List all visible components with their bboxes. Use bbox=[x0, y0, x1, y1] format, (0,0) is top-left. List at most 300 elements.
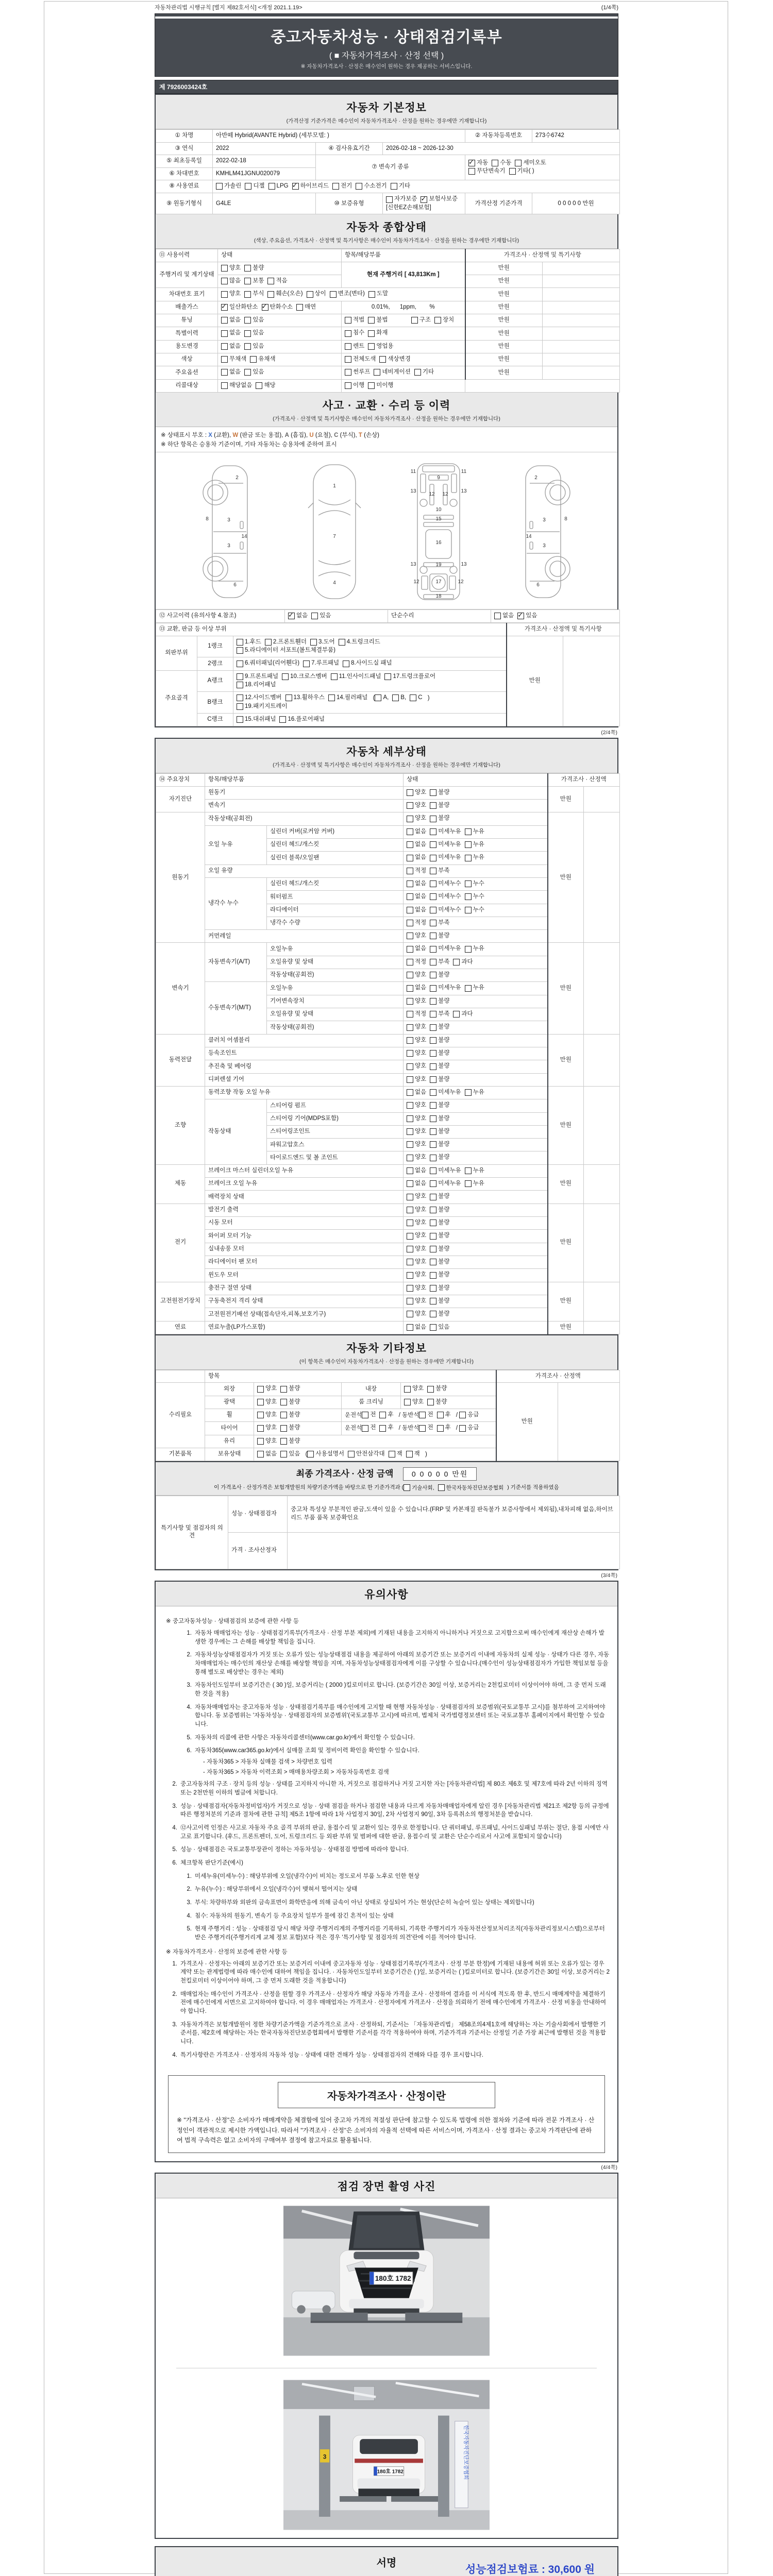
table-cell: A랭크 bbox=[197, 670, 233, 692]
table-cell bbox=[584, 786, 620, 812]
table-cell: 변속기 bbox=[205, 800, 404, 812]
checkbox-icon bbox=[430, 1102, 436, 1109]
checkbox-option: 미세누수 bbox=[430, 893, 461, 901]
table-cell: 중고차 특성상 부분적인 판금,도색이 있을 수 있습니다.(FRP 및 카본재질 판독불가 보증사항에서 제외됨),내차피해 없음,하이브리드 부품 품목 보증확인요 bbox=[288, 1496, 620, 1532]
checkbox-option: 한국자동차진단보증협회 bbox=[438, 1484, 504, 1492]
diagram-panel-number: 6 bbox=[536, 582, 540, 588]
table-cell: 가격조사 · 산정액 및 특기사항 bbox=[507, 623, 620, 636]
table-cell: 외장 bbox=[205, 1383, 254, 1396]
table-cell: ⑥ 차대번호 bbox=[156, 167, 213, 180]
checkbox-icon bbox=[407, 1233, 413, 1240]
checkbox-icon bbox=[407, 1207, 413, 1213]
table-cell: 2랭크 bbox=[197, 657, 233, 670]
table-cell bbox=[404, 1282, 548, 1295]
license-plate-rear: 180호 1782 bbox=[377, 2469, 404, 2475]
checkbox-icon bbox=[345, 356, 351, 363]
checkbox-icon bbox=[407, 789, 413, 796]
table-cell: ② 자동차등록번호 bbox=[465, 130, 532, 143]
table-cell bbox=[404, 1086, 548, 1099]
table-cell: 만원 bbox=[548, 1086, 584, 1164]
table-cell: 차대번호 표기 bbox=[156, 288, 218, 301]
diagram-panel-number: 11 bbox=[461, 468, 467, 474]
checkbox-icon bbox=[465, 907, 472, 913]
checkbox-icon bbox=[257, 1412, 264, 1418]
table-cell bbox=[342, 366, 465, 379]
table-cell: 실내송풍 모터 bbox=[205, 1243, 404, 1256]
diagram-panel-number: 4 bbox=[333, 580, 336, 586]
table-cell: 2022-02-18 bbox=[213, 155, 316, 168]
checkbox-option: 없음 bbox=[407, 906, 426, 914]
table-cell: ⑤ 최초등록일 bbox=[156, 155, 213, 168]
checkbox-icon bbox=[407, 1011, 413, 1018]
table-cell bbox=[218, 379, 342, 392]
table-cell: 특기사항 및 점검자의 의견 bbox=[156, 1496, 228, 1569]
table-cell: 휠 bbox=[205, 1409, 254, 1421]
checkbox-icon bbox=[407, 880, 413, 887]
checkbox-icon bbox=[465, 893, 472, 900]
table-cell bbox=[543, 340, 620, 353]
checkbox-icon bbox=[407, 1246, 413, 1252]
table-cell bbox=[404, 1204, 548, 1216]
checkbox-icon bbox=[345, 369, 351, 376]
diagram-panel-number: 13 bbox=[461, 488, 467, 494]
checkbox-option: ✓ 하이브리드 bbox=[292, 182, 329, 191]
checkbox-option: 구조 bbox=[411, 316, 431, 325]
checkbox-icon bbox=[430, 1324, 436, 1331]
checkbox-option: 불량 bbox=[427, 1385, 447, 1393]
checkbox-icon bbox=[292, 183, 299, 190]
table-cell bbox=[404, 1321, 548, 1334]
checkbox-option: 이행 bbox=[345, 382, 364, 390]
diagram-panel-number: 12 bbox=[458, 579, 464, 585]
checkbox-icon bbox=[221, 304, 228, 311]
checkbox-icon bbox=[407, 1089, 413, 1096]
checkbox-icon bbox=[356, 183, 362, 190]
checkbox-option: 없음 bbox=[407, 1324, 426, 1332]
checkbox-option: 6.쿼터패널(리어휀다) bbox=[237, 659, 299, 668]
damage-symbol: C bbox=[334, 432, 339, 438]
checkbox-icon bbox=[244, 265, 251, 272]
diagram-panel-number: 18 bbox=[435, 593, 442, 599]
checkbox-option: 불량 bbox=[430, 1023, 449, 1031]
damage-symbol: X bbox=[208, 432, 212, 438]
table-cell bbox=[543, 314, 620, 327]
checkbox-option: 양호 bbox=[407, 1076, 426, 1084]
checkbox-option: 매연 bbox=[296, 303, 316, 312]
notice-item: 2. 중고자동차의 구조 · 장치 등의 성능 · 상태를 고지하지 아니한 자, 거짓으로 점검하거나 거짓 고지한 자는 [자동차관리법] 제 80조 제6호 및 제7호에 따라 2년 이하의 징역 또는 2천만원 이하의 벌금에 처합니다. bbox=[172, 1781, 608, 1796]
table-cell: 오일누유 bbox=[267, 982, 404, 995]
damage-symbol: U bbox=[309, 432, 314, 438]
checkbox-option: 15.대쉬패널 bbox=[237, 716, 276, 724]
diagram-panel-number: 8 bbox=[564, 516, 567, 522]
checkbox-option: 없음 bbox=[407, 1089, 426, 1097]
checkbox-option: 해당 bbox=[256, 382, 275, 390]
notice-item: 2. 누유(누수) : 해당부위에서 오일(냉각수)이 맺혀서 떨어지는 상태 bbox=[187, 1886, 358, 1893]
checkbox-icon bbox=[407, 1037, 413, 1044]
diagram-panel-number: 12 bbox=[413, 579, 419, 585]
checkbox-icon bbox=[379, 1425, 386, 1432]
table-cell: 발전기 출력 bbox=[205, 1204, 404, 1216]
checkbox-option: 불량 bbox=[280, 1424, 300, 1432]
table-cell bbox=[404, 1164, 548, 1177]
checkbox-icon bbox=[407, 933, 413, 939]
notice-item: 4. 침수: 자동차의 원동기, 변속기 등 주요장치 일부가 물에 잠긴 흔적이 있는 상태 bbox=[187, 1912, 394, 1919]
table-cell: 광택 bbox=[205, 1396, 254, 1409]
checkbox-icon bbox=[407, 1259, 413, 1265]
price-service-note: ※ 자동차가격조사 · 산정은 매수인이 원하는 경우 제공하는 서비스입니다. bbox=[300, 63, 473, 70]
notices-header bbox=[156, 1582, 617, 1606]
table-cell bbox=[218, 275, 342, 288]
checkbox-option: ✓ 자동 bbox=[468, 159, 488, 167]
notice-item: 4. ⑫사고이력 인정은 사고로 자동차 주요 골격 부위의 판금, 용접수리 및 교환이 있는 경우로 한정합니다. 단 쿼터패널, 루프패널, 사이드실패널 부위는 절단, 용접 시에만 사고로 표기합니다. (후드, 프론트펜더, 도어, 트렁크리드 등 외판 부위 및 범퍼에 대한 판금, 용접수리 및 교환은 단순수리로서 사고에 포함되지 않습니다) bbox=[172, 1825, 609, 1840]
table-cell bbox=[288, 1532, 620, 1569]
checkbox-icon bbox=[404, 1386, 411, 1393]
license-plate-front: 180호 1782 bbox=[375, 2275, 411, 2283]
checkbox-icon bbox=[407, 1115, 413, 1122]
damage-symbol: A bbox=[284, 432, 289, 438]
diagram-panel-number: 10 bbox=[435, 506, 442, 513]
checkbox-icon bbox=[221, 369, 228, 376]
checkbox-icon bbox=[410, 694, 416, 701]
checkbox-icon bbox=[368, 343, 375, 350]
inspection-photo-rear bbox=[156, 2372, 617, 2538]
table-cell: 주요옵션 bbox=[156, 366, 218, 379]
checkbox-option: 응급 bbox=[459, 1411, 479, 1419]
table-cell: 가격조사 · 산정액 bbox=[496, 1370, 620, 1383]
checkbox-option: 잭 bbox=[406, 1450, 420, 1459]
checkbox-option: 미세누유 bbox=[430, 984, 461, 992]
checkbox-option: 누유 bbox=[465, 945, 484, 953]
table-cell: 작동상태 bbox=[205, 1099, 267, 1165]
table-cell bbox=[404, 786, 548, 799]
table-cell: 냉각수 누수 bbox=[205, 877, 267, 929]
checkbox-option: 부족 bbox=[430, 867, 449, 875]
checkbox-option: 19.패키지트레이 bbox=[237, 703, 288, 711]
table-cell bbox=[404, 930, 548, 943]
checkbox-icon bbox=[407, 1219, 413, 1226]
checkbox-option: 없음 bbox=[407, 854, 426, 862]
checkbox-icon bbox=[419, 1425, 426, 1432]
table-cell: 만원 bbox=[465, 340, 543, 353]
checkbox-icon bbox=[430, 1037, 436, 1044]
table-cell: 2022 bbox=[213, 142, 316, 155]
checkbox-option: 11.인사이드패널 bbox=[331, 673, 381, 681]
table-cell: 유리 bbox=[205, 1435, 254, 1448]
checkbox-icon bbox=[244, 278, 251, 284]
diagram-panel-number: 3 bbox=[227, 543, 230, 549]
table-cell bbox=[584, 1282, 620, 1321]
checkbox-icon bbox=[268, 183, 275, 190]
checkbox-option: 양호 bbox=[407, 1023, 426, 1031]
checkbox-option: 부족 bbox=[430, 958, 449, 967]
table-cell: 주행거리 및 계기상태 bbox=[156, 262, 218, 288]
checkbox-icon bbox=[345, 343, 351, 350]
checkbox-icon bbox=[221, 330, 228, 337]
checkbox-option: 후 bbox=[437, 1424, 451, 1432]
table-cell: 만원 bbox=[465, 327, 543, 340]
other-info-table bbox=[156, 1370, 617, 1461]
table-cell: 원동기 bbox=[156, 812, 205, 943]
checkbox-icon bbox=[267, 291, 274, 298]
checkbox-option: 불량 bbox=[430, 1154, 449, 1162]
table-cell: 스티어링 펌프 bbox=[267, 1099, 404, 1112]
checkbox-option: 적음 bbox=[267, 277, 287, 285]
checkbox-option: 양호 bbox=[407, 1101, 426, 1110]
checkbox-icon bbox=[407, 816, 413, 822]
checkbox-icon bbox=[430, 1207, 436, 1213]
checkbox-option: 양호 bbox=[407, 1297, 426, 1306]
section-photos bbox=[155, 2173, 618, 2539]
checkbox-icon bbox=[379, 1412, 386, 1418]
photos-header bbox=[156, 2174, 617, 2198]
table-cell: 디퍼렌셜 기어 bbox=[205, 1073, 404, 1086]
table-cell: 1랭크 bbox=[197, 636, 233, 657]
checkbox-option: 렌트 bbox=[345, 343, 364, 351]
checkbox-option: 양호 bbox=[407, 1037, 426, 1045]
table-cell: 현재 주행거리 [ 43,813Km ] bbox=[342, 262, 465, 288]
checkbox-option: 전 bbox=[419, 1411, 433, 1419]
checkbox-option: 불량 bbox=[430, 1076, 449, 1084]
table-cell bbox=[543, 262, 620, 275]
price-survey-info-box bbox=[168, 2075, 605, 2153]
checkbox-icon bbox=[465, 828, 472, 835]
checkbox-option: 양호 bbox=[407, 1141, 426, 1149]
table-cell bbox=[404, 982, 548, 995]
checkbox-option: 1.후드 bbox=[237, 638, 261, 647]
checkbox-icon bbox=[438, 1484, 445, 1491]
notice-item: 6. 체크항목 판단기준(예시) bbox=[172, 1860, 243, 1867]
association-banner: 한국자동차진단보증협회 bbox=[462, 2425, 468, 2480]
table-cell bbox=[584, 812, 620, 943]
checkbox-icon bbox=[407, 1050, 413, 1057]
table-cell bbox=[233, 713, 507, 726]
detail-title: 자동차 세부상태 bbox=[346, 746, 427, 758]
diagram-panel-number: 2 bbox=[236, 474, 239, 481]
checkbox-option: 없음 bbox=[407, 1180, 426, 1188]
table-cell: 가격 · 조사산정자 bbox=[228, 1532, 288, 1569]
checkbox-icon bbox=[430, 868, 436, 874]
checkbox-icon bbox=[237, 694, 243, 701]
table-cell: 배력장치 상태 bbox=[205, 1191, 404, 1204]
checkbox-icon bbox=[430, 855, 436, 861]
table-cell: 브레이크 마스터 실린더오일 누유 bbox=[205, 1164, 404, 1177]
info-box-text: ※ "가격조사 · 산정"은 소비자가 매매계약을 체결함에 있어 중고차 가격의 적절성 판단에 참고할 수 있도록 법령에 의한 절차와 기준에 따라 전문 가격조사 · 산정인이 객관적으로 제시한 가액입니다. 따라서 "가격조사 · 산정"은 소비자의 자율적 선택에 따른 서비스이며, 가격조사 · 산정 결과는 중고차 가격판단에 관하여 법적 구속력은 없고 소비자의 구매여부 결정에 참고자료로 활용됩니다. bbox=[177, 2116, 595, 2144]
checkbox-icon bbox=[468, 168, 475, 175]
checkbox-icon bbox=[430, 1219, 436, 1226]
checkbox-option: 부족 bbox=[430, 919, 449, 927]
checkbox-option: 누유 bbox=[465, 1089, 484, 1097]
checkbox-option: 없음 bbox=[221, 316, 241, 325]
form-reference: 자동차관리법 시행규칙 [별지 제82호서식] <개정 2021.1.19> bbox=[155, 5, 303, 11]
checkbox-option: 미세누유 bbox=[430, 854, 461, 862]
table-cell: 만원 bbox=[548, 1034, 584, 1086]
accident-history-grid bbox=[156, 609, 620, 623]
checkbox-icon bbox=[430, 1063, 436, 1070]
checkbox-option: 미이행 bbox=[368, 382, 393, 390]
table-cell: 조향 bbox=[156, 1086, 205, 1164]
checkbox-option: 부족 bbox=[430, 1010, 449, 1019]
final-price-label: 최종 가격조사 · 산정 금액 bbox=[296, 1469, 394, 1479]
basic-info-grid bbox=[156, 129, 620, 214]
section-page2 bbox=[155, 738, 618, 1570]
table-cell: 작동상태(공회전) bbox=[205, 812, 404, 825]
checkbox-icon bbox=[237, 639, 243, 646]
checkbox-icon bbox=[244, 343, 251, 350]
checkbox-option: 불량 bbox=[430, 1062, 449, 1071]
checkbox-icon bbox=[280, 1412, 287, 1418]
table-cell bbox=[404, 917, 548, 929]
table-cell: 윈도우 모터 bbox=[205, 1269, 404, 1282]
detail-header bbox=[156, 739, 617, 773]
diagram-panel-number: 19 bbox=[435, 562, 442, 568]
checkbox-option: 많음 bbox=[221, 277, 241, 285]
table-cell: ⑦ 변속기 종류 bbox=[316, 155, 465, 180]
checkbox-option: 없음 bbox=[407, 893, 426, 901]
checkbox-icon bbox=[453, 1011, 460, 1018]
table-cell: 상태 bbox=[218, 249, 342, 262]
checkbox-option: 불법 bbox=[368, 316, 388, 325]
checkbox-option: 불량 bbox=[430, 1271, 449, 1279]
checkbox-option: 미세누유 bbox=[430, 841, 461, 849]
checkbox-icon bbox=[288, 613, 295, 619]
inspection-photo-front bbox=[156, 2198, 617, 2364]
checkbox-icon bbox=[430, 893, 436, 900]
table-cell: 아반떼 Hybrid(AVANTE Hybrid) (세부모델: ) bbox=[213, 130, 465, 143]
table-cell: 실린더 커버(로커암 커버) bbox=[267, 825, 404, 838]
checkbox-icon bbox=[221, 343, 228, 350]
checkbox-icon bbox=[328, 694, 335, 701]
checkbox-option: 불량 bbox=[427, 1398, 447, 1406]
table-cell bbox=[213, 180, 620, 193]
table-cell: 내장 bbox=[342, 1383, 401, 1396]
other-info-subtitle: (이 항목은 매수인이 자동차가격조사 · 산정을 원하는 경우에만 기재합니다) bbox=[299, 1358, 474, 1365]
checkbox-option: 불량 bbox=[430, 1049, 449, 1058]
table-cell bbox=[584, 1204, 620, 1282]
form-reference-row bbox=[155, 3, 618, 11]
final-price-note: 이 가격조사 · 산정가격은 보험개발원의 차량기준가액을 바탕으로 한 기준가격과 ( 기술사회, 한국자동차진단보증협회 ) 기준서를 적용하였음 bbox=[214, 1484, 559, 1491]
accident-title: 사고 · 교환 · 수리 등 이력 bbox=[322, 399, 451, 412]
table-cell bbox=[342, 379, 465, 392]
table-cell: 상태 bbox=[404, 774, 548, 787]
checkbox-icon bbox=[257, 1386, 264, 1393]
table-cell bbox=[342, 340, 465, 353]
checkbox-option: 상이 bbox=[307, 290, 326, 298]
table-cell: 원동기 bbox=[205, 786, 404, 799]
checkbox-option: 없음 bbox=[257, 1450, 277, 1459]
checkbox-option: 불량 bbox=[244, 264, 264, 273]
checkbox-option: 양호 bbox=[407, 971, 426, 979]
checkbox-icon bbox=[330, 291, 337, 298]
checkbox-icon bbox=[221, 278, 228, 284]
document-title: 중고자동차성능 · 상태점검기록부 bbox=[271, 29, 502, 46]
checkbox-option: 누유 bbox=[465, 984, 484, 992]
checkbox-icon bbox=[216, 183, 223, 190]
table-cell bbox=[404, 1112, 548, 1125]
table-cell: 만원 bbox=[548, 943, 584, 1034]
page-marker-2: (2/4쪽) bbox=[601, 730, 617, 736]
checkbox-option: ✓ 탄화수소 bbox=[262, 303, 293, 312]
notice-item: 5. 성능 · 상태점검은 국토교통부장관이 정하는 자동차성능 · 상태점검 방법에 따라야 합니다. bbox=[172, 1846, 409, 1853]
checkbox-option: 누수 bbox=[465, 906, 484, 914]
checkbox-option: 있음 bbox=[244, 316, 264, 325]
table-cell: 만원 bbox=[465, 301, 543, 314]
table-cell: 동력조향 작동 오일 누유 bbox=[205, 1086, 404, 1099]
checkbox-icon bbox=[237, 682, 243, 688]
checkbox-icon bbox=[237, 716, 243, 723]
table-cell: 기어변속장치 bbox=[267, 995, 404, 1008]
checkbox-option: 누유 bbox=[465, 841, 484, 849]
checkbox-icon bbox=[430, 816, 436, 822]
checkbox-icon bbox=[267, 278, 274, 284]
checkbox-option: 불량 bbox=[430, 1232, 449, 1240]
checkbox-option: 해당없음 bbox=[221, 382, 252, 390]
table-cell bbox=[404, 956, 548, 969]
checkbox-option: 4.트렁크리드 bbox=[339, 638, 380, 647]
checkbox-option: 없음 bbox=[407, 880, 426, 888]
checkbox-option: 네비게이션 bbox=[374, 368, 411, 377]
checkbox-option: 전 bbox=[362, 1424, 376, 1432]
table-cell bbox=[254, 1383, 342, 1396]
checkbox-icon bbox=[221, 382, 228, 389]
table-cell bbox=[218, 327, 342, 340]
table-cell bbox=[404, 838, 548, 851]
table-cell bbox=[218, 262, 342, 275]
notice-item: 1. 가격조사 · 산정자는 아래의 보증기간 또는 보증거리 이내에 중고자동차 성능 · 상태점검기록부(가격조사 · 산정 부분 한정)에 기재된 내용에 허위 또는 오류가 있는 경우 계약 또는 관계법령에 따라 매수인에 대하여 책임을 집니다. · 자동차인도일부터 보증기간은 ( )일, 보증거리는 ( )킬로미터로 합니다. (보증기간은 30일 이상, 보증거리는 2천킬로미터 이상이어야 하며, 그 중 먼저 도래한 것을 적용합니다) bbox=[172, 1960, 610, 1985]
table-cell bbox=[401, 1383, 496, 1396]
checkbox-option: 양호 bbox=[404, 1398, 424, 1406]
table-cell: ④ 검사유효기간 bbox=[316, 142, 383, 155]
photos-title: 점검 장면 촬영 사진 bbox=[337, 2181, 436, 2193]
diagram-panel-number: 14 bbox=[526, 533, 532, 539]
table-cell bbox=[404, 1269, 548, 1282]
diagram-panel-number: 7 bbox=[333, 533, 336, 539]
checkbox-option: 누유 bbox=[465, 828, 484, 836]
checkbox-option: 전체도색 bbox=[345, 355, 376, 364]
basic-info-subtitle: (가격산정 기준가격은 매수인이 자동차가격조사 · 산정을 원하는 경우에만 기재합니다) bbox=[286, 118, 487, 124]
table-cell bbox=[558, 1383, 620, 1461]
checkbox-option: 누수 bbox=[465, 893, 484, 901]
diagram-panel-number: 13 bbox=[461, 561, 467, 567]
notice-item: 4. 특기사항란은 가격조사 · 산정자의 자동차 성능 · 상태에 대한 견해가 성능 · 상태점검자의 견해와 다를 경우 표시합니다. bbox=[172, 2052, 483, 2058]
table-cell bbox=[233, 636, 507, 657]
checkbox-option: 불량 bbox=[430, 789, 449, 797]
table-cell bbox=[404, 812, 548, 825]
table-cell bbox=[404, 1243, 548, 1256]
checkbox-option: 미세누수 bbox=[430, 906, 461, 914]
checkbox-option: 2.프론트휀더 bbox=[265, 638, 307, 647]
checkbox-icon bbox=[332, 183, 339, 190]
checkbox-option: 누유 bbox=[465, 1180, 484, 1188]
car-view-side-left bbox=[192, 460, 269, 604]
checkbox-icon bbox=[459, 1412, 466, 1418]
page-marker-4: (4/4쪽) bbox=[601, 2164, 617, 2171]
checkbox-option: 18.리어패널 bbox=[237, 681, 276, 689]
notice-subline: - 자동차365 > 자동차 실매물 검색 > 차량번호 입력 bbox=[203, 1758, 332, 1765]
checkbox-icon bbox=[362, 1425, 368, 1432]
checkbox-option: 적정 bbox=[407, 1010, 426, 1019]
table-cell: 실린더 헤드/개스킷 bbox=[267, 877, 404, 890]
table-cell: 항목 bbox=[205, 1370, 496, 1383]
table-cell bbox=[218, 301, 342, 314]
table-cell bbox=[233, 670, 507, 692]
diagram-panel-number: 15 bbox=[435, 516, 442, 522]
table-cell: 자기진단 bbox=[156, 786, 205, 812]
checkbox-icon bbox=[430, 1076, 436, 1083]
checkbox-icon bbox=[307, 291, 313, 298]
table-cell bbox=[218, 353, 342, 366]
inspector-opinion-table bbox=[156, 1496, 617, 1569]
table-cell: 클러치 어셈블리 bbox=[205, 1034, 404, 1047]
